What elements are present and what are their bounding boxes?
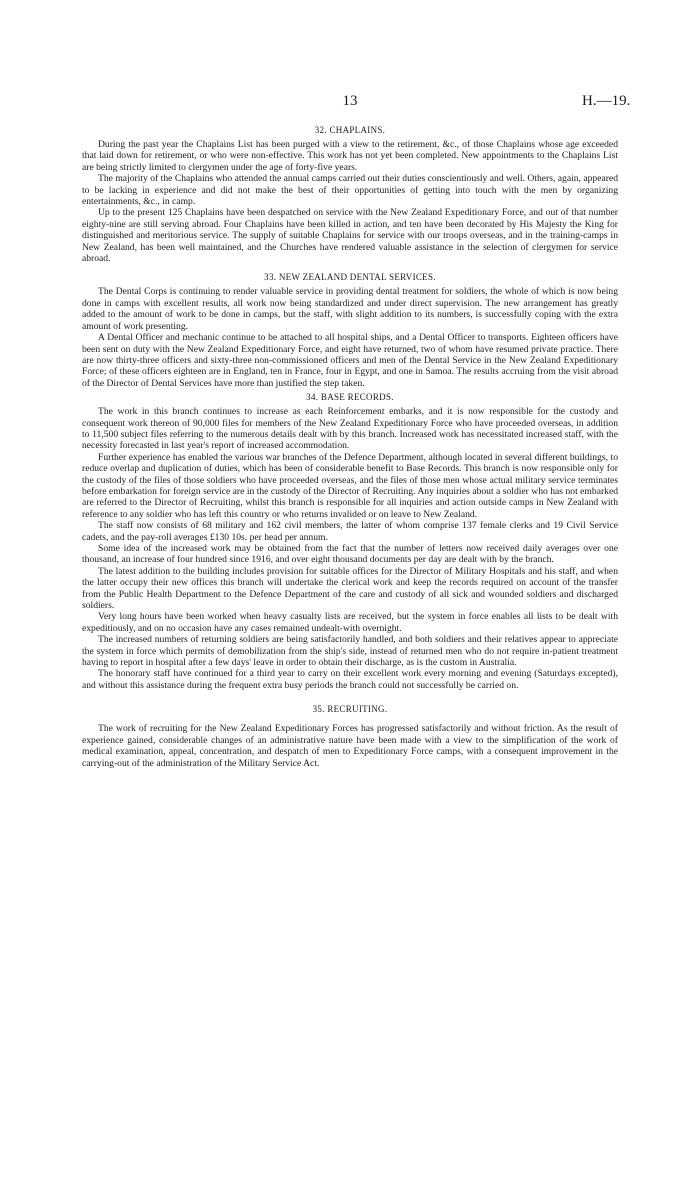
paragraph: Up to the present 125 Chaplains have been despatched on service with the New Zealand Expeditionary Force, and out of that number eighty-nine are still serving abroad. Four Chaplains have been killed in action, and ten have been decorated by His Majesty the King for distinguished and meritorious service. The supply of suitable Chaplains for service with our troops overseas, and in the training-camps in New Zealand, has been well maintained, and the Churches have rendered valuable assistance in the selection of clergymen for service abroad. [82, 207, 618, 265]
paragraph: The staff now consists of 68 military and 162 civil members, the latter of whom comprise 137 female clerks and 19 Civil Service cadets, and the pay-roll averages £130 10s. per head per annum. [82, 520, 618, 543]
section-heading-chaplains: 32. CHAPLAINS. [314, 125, 386, 135]
section-heading-base-records: 34. BASE RECORDS. [306, 392, 394, 403]
paragraph: During the past year the Chaplains List has been purged with a view to the retirement, &c., of those Chaplains whose age exceeded that laid down for retirement, or who were non-effective. This work has not yet been completed. New appointments to the Chaplains List are being strictly limited to clergymen under the age of forty-five years. [82, 139, 618, 173]
section-heading-dental-services: 33. NEW ZEALAND DENTAL SERVICES. [264, 272, 436, 283]
paragraph: The increased numbers of returning soldiers are being satisfactorily handled, and both soldiers and their relatives appear to appreciate the system in force which permits of demobilization from the ship's side, instead of returned men who do not require in-patient treatment having to report in hospital after a few days' leave in order to obtain their discharge, as is the custom in Australia. [82, 634, 618, 669]
paragraph: Some idea of the increased work may be obtained from the fact that the number of letters now received daily averages over one thousand, an increase of four hundred since 1916, and over eight thousand documents per day are dealt with by the branch. [82, 543, 618, 566]
section-heading-recruiting: 35. RECRUITING. [312, 704, 388, 715]
paragraph: The majority of the Chaplains who attended the annual camps carried out their duties conscientiously and well. Others, again, appeared to be lacking in experience and did not make the best of their opportunities of getting into touch with the men by organizing entertainments, &c., in camp. [82, 173, 618, 208]
paragraph: The work in this branch continues to increase as each Reinforcement embarks, and it is now responsible for the custody and consequent work thereon of 90,000 files for members of the New Zealand Expeditionary Force who have proceeded overseas, in addition to 11,500 subject files referring to the numerous details dealt with by this branch. Increased work has necessitated increased staff, with the necessity forecasted in last year's report of increased accommodation. [82, 406, 618, 452]
page-body [82, 124, 618, 769]
paragraph: The work of recruiting for the New Zealand Expeditionary Forces has progressed satisfactorily and without friction. As the result of experience gained, considerable changes of an administrative nature have been made with a view to the simplification of the work of medical examination, appeal, concentration, and despatch of men to Expeditionary Force camps, with a consequent improvement in the carrying-out of the administration of the Military Service Act. [82, 723, 618, 769]
paragraph: The latest addition to the building includes provision for suitable offices for the Director of Military Hospitals and his staff, and when the latter occupy their new offices this branch will undertake the clerical work and keep the records required on account of the transfer from the Public Health Department to the Defence Department of the care and custody of all sick and wounded soldiers and discharged soldiers. [82, 565, 618, 612]
page-number: 13 [342, 93, 358, 109]
paragraph: The Dental Corps is continuing to render valuable service in providing dental treatment for soldiers, the whole of which is now being done in camps with excellent results, all work now being standardized and under direct supervision. The new arrangement has greatly added to the amount of work to be done in camps, but the staff, with slight addition to its numbers, is successfully coping with the extra amount of work presenting. [82, 286, 618, 332]
paragraph: Further experience has enabled the various war branches of the Defence Department, although located in several different buildings, to reduce overlap and duplication of duties, which has been of considerable benefit to Base Records. This branch is now responsible only for the custody of the files of those soldiers who have proceeded overseas, and the files of those men whose actual military service terminates before embarkation for foreign service are in the custody of the Director of Recruiting. Any inquiries about a soldier who has not embarked are referred to the Director of Recruiting, whilst this branch is responsible for all inquiries and action outside camps in New Zealand with reference to any soldier who has left this country or who returns invalided or on leave to New Zealand. [82, 451, 618, 520]
document-reference: H.—19. [582, 93, 631, 109]
paragraph: A Dental Officer and mechanic continue to be attached to all hospital ships, and a Dental Officer to transports. Eighteen officers have been sent on duty with the New Zealand Expeditionary Force, and eight have returned, two of whom have resumed private practice. There are now thirty-three officers and sixty-three non-commissioned officers and men of the Dental Service in the New Zealand Expeditionary Force; of these officers eighteen are in England, ten in France, four in Egypt, and one in Samoa. The results accruing from the visit abroad of the Director of Dental Services have more than justified the step taken. [82, 332, 618, 389]
paragraph: Very long hours have been worked when heavy casualty lists are received, but the system in force enables all lists to be dealt with expeditiously, and on no occasion have any cases remained undealt-with overnight. [82, 611, 618, 634]
paragraph: The honorary staff have continued for a third year to carry on their excellent work every morning and evening (Saturdays excepted), and without this assistance during the frequent extra busy periods the branch could not successfully be carried on. [82, 668, 618, 691]
